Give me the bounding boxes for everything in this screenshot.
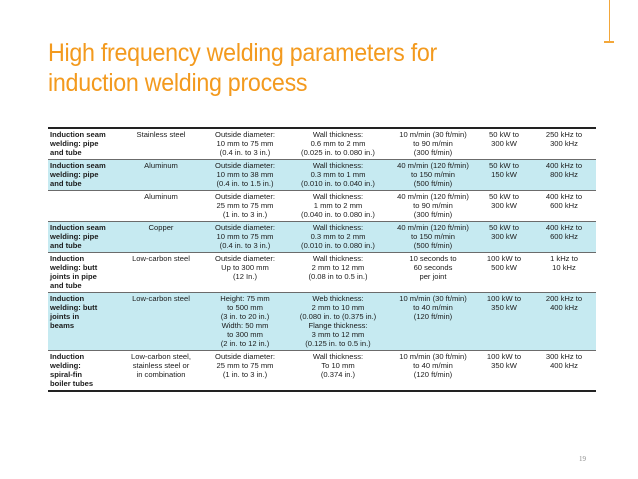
cell-dimension (204, 191, 286, 222)
cell-power (476, 191, 532, 222)
cell-line: (300 ft/min) (413, 148, 453, 157)
cell-thickness (286, 222, 390, 253)
cell-frequency (532, 293, 596, 351)
cell-frequency (532, 222, 596, 253)
cell-line: 200 kHz to (545, 294, 583, 303)
cell-line: 10 mm to 75 mm (216, 232, 274, 241)
cell-frequency (532, 253, 596, 293)
cell-power (476, 293, 532, 351)
cell-line: welding: (50, 361, 81, 370)
cell-line: (1 in. to 3 in.) (222, 370, 268, 379)
cell-line: 25 mm to 75 mm (216, 201, 274, 210)
table-row (48, 293, 596, 351)
cell-line: 350 kW (491, 303, 517, 312)
cell-line: Web thickness: (312, 294, 364, 303)
cell-dimension (204, 160, 286, 191)
cell-material (118, 191, 204, 222)
cell-thickness (286, 293, 390, 351)
cell-line: Induction (50, 254, 85, 263)
cell-line: 10 seconds to (409, 254, 457, 263)
table-row (48, 160, 596, 191)
cell-line: boiler tubes (50, 379, 94, 388)
cell-process (48, 160, 118, 191)
cell-speed (390, 351, 476, 392)
cell-line: 250 kHz to (545, 130, 583, 139)
cell-line: 1 kHz to (550, 254, 578, 263)
cell-power (476, 128, 532, 160)
cell-line: welding: butt (50, 303, 98, 312)
cell-line: (12 In.) (232, 272, 258, 281)
table-row (48, 191, 596, 222)
cell-line: (500 ft/min) (413, 241, 453, 250)
cell-line: Wall thickness: (312, 192, 364, 201)
cell-line: 1 mm to 2 mm (313, 201, 363, 210)
cell-line: Wall thickness: (312, 223, 364, 232)
cell-line: 400 kHz to (545, 223, 583, 232)
cell-line: 500 kW (491, 263, 517, 272)
cell-material (118, 253, 204, 293)
cell-line: and tube (50, 148, 82, 157)
cell-line: Aluminum (144, 161, 178, 170)
cell-line: (1 in. to 3 in.) (222, 210, 268, 219)
cell-line: Outside diameter: (215, 254, 275, 263)
cell-line: to 150 m/min (411, 170, 455, 179)
cell-line: 50 kW to (489, 192, 519, 201)
cell-line: Copper (148, 223, 174, 232)
cell-line: in combination (136, 370, 186, 379)
cell-line: 40 m/min (120 ft/min) (397, 192, 469, 201)
cell-line: beams (50, 321, 75, 330)
cell-line: stainless steel or (132, 361, 190, 370)
table-row (48, 128, 596, 160)
cell-line: 0.6 mm to 2 mm (310, 139, 366, 148)
cell-line: 60 seconds (413, 263, 453, 272)
cell-process (48, 253, 118, 293)
cell-line: To 10 mm (321, 361, 355, 370)
cell-line: Induction seam (50, 223, 106, 232)
cell-line: Outside diameter: (215, 161, 275, 170)
title-line-2: induction welding process (48, 69, 308, 97)
cell-power (476, 160, 532, 191)
cell-line: Low-carbon steel, (131, 352, 191, 361)
cell-line: 10 mm to 38 mm (216, 170, 274, 179)
cell-line: 2 mm to 12 mm (311, 263, 365, 272)
cell-line: 2 mm to 10 mm (311, 303, 365, 312)
cell-thickness (286, 128, 390, 160)
cell-line: 100 kW to (486, 352, 522, 361)
cell-speed (390, 293, 476, 351)
cell-line: 400 kHz (550, 303, 578, 312)
cell-line: joints in pipe (50, 272, 97, 281)
cell-frequency (532, 160, 596, 191)
cell-line: welding: pipe (50, 139, 99, 148)
cell-line: 300 kHz (550, 139, 578, 148)
cell-line: Outside diameter: (215, 352, 275, 361)
cell-line: 300 kW (491, 232, 517, 241)
cell-frequency (532, 128, 596, 160)
cell-line: 400 kHz (550, 361, 578, 370)
cell-line: (0.4 in. to 3 in.) (219, 241, 271, 250)
cell-line: Induction seam (50, 161, 106, 170)
cell-material (118, 160, 204, 191)
cell-line: 25 mm to 75 mm (216, 361, 274, 370)
cell-line: 10 kHz (552, 263, 576, 272)
cell-material (118, 222, 204, 253)
cell-line: (0.374 in.) (320, 370, 356, 379)
title-line-1: High frequency welding parameters for (48, 39, 438, 67)
cell-thickness (286, 253, 390, 293)
cell-line: Wall thickness: (312, 254, 364, 263)
cell-dimension (204, 253, 286, 293)
cell-line: to 40 m/min (413, 303, 453, 312)
cell-line: (2 in. to 12 in.) (220, 339, 270, 348)
cell-power (476, 222, 532, 253)
cell-line: Induction seam (50, 130, 106, 139)
cell-material (118, 351, 204, 392)
cell-line: Outside diameter: (215, 130, 275, 139)
cell-speed (390, 128, 476, 160)
cell-line: per joint (419, 272, 447, 281)
cell-line: (0.040 in. to 0.080 in.) (301, 210, 375, 219)
cell-line: (0.4 in. to 3 in.) (219, 148, 271, 157)
cell-line: 150 kW (491, 170, 517, 179)
cell-line: 350 kW (491, 361, 517, 370)
cell-line: 10 mm to 75 mm (216, 139, 274, 148)
cell-line: Outside diameter: (215, 192, 275, 201)
cell-line: Wall thickness: (312, 130, 364, 139)
cell-line: Up to 300 mm (221, 263, 269, 272)
cell-line: (0.080 in. to (0.375 in.) (299, 312, 377, 321)
cell-line: Height: 75 mm (220, 294, 270, 303)
cell-line: 10 m/min (30 ft/min) (399, 352, 467, 361)
table-body (48, 128, 596, 391)
cell-line: (0.010 in. to 0.080 in.) (301, 241, 375, 250)
cell-process (48, 222, 118, 253)
page-number: 19 (579, 455, 586, 463)
cell-line: 50 kW to (489, 130, 519, 139)
cell-line: 50 kW to (489, 161, 519, 170)
cell-line: (0.010 in. to 0.040 in.) (301, 179, 375, 188)
cell-line: Stainless steel (136, 130, 186, 139)
cell-line: 400 kHz to (545, 192, 583, 201)
cell-line: 0.3 mm to 1 mm (310, 170, 366, 179)
cell-line: 10 m/min (30 ft/min) (399, 294, 467, 303)
cell-dimension (204, 128, 286, 160)
cell-line: to 90 m/min (413, 201, 453, 210)
cell-line: to 500 mm (227, 303, 263, 312)
cell-thickness (286, 191, 390, 222)
cell-speed (390, 222, 476, 253)
accent-mark (604, 41, 614, 43)
cell-line: to 40 m/min (413, 361, 453, 370)
cell-line: welding: pipe (50, 232, 99, 241)
cell-line: Induction (50, 352, 85, 361)
slide-title (48, 38, 569, 98)
cell-thickness (286, 351, 390, 392)
cell-line: welding: pipe (50, 170, 99, 179)
cell-frequency (532, 351, 596, 392)
cell-thickness (286, 160, 390, 191)
table-row (48, 253, 596, 293)
cell-process (48, 293, 118, 351)
cell-dimension (204, 293, 286, 351)
cell-line: (0.125 in. to 0.5 in.) (305, 339, 371, 348)
cell-line: (0.025 in. to 0.080 in.) (301, 148, 375, 157)
cell-process (48, 351, 118, 392)
cell-line: (120 ft/min) (413, 312, 453, 321)
accent-line (609, 0, 610, 41)
table-row (48, 351, 596, 392)
cell-process (48, 191, 118, 222)
cell-line: (120 ft/min) (413, 370, 453, 379)
cell-speed (390, 253, 476, 293)
cell-line: 40 m/min (120 ft/min) (397, 161, 469, 170)
cell-line: Outside diameter: (215, 223, 275, 232)
cell-speed (390, 191, 476, 222)
cell-line: 40 m/min (120 ft/min) (397, 223, 469, 232)
cell-line: 300 kW (491, 201, 517, 210)
cell-line: 10 m/min (30 ft/min) (399, 130, 467, 139)
cell-line: 400 kHz to (545, 161, 583, 170)
cell-line: 0.3 mm to 2 mm (310, 232, 366, 241)
cell-line: to 300 mm (227, 330, 263, 339)
cell-line: 3 mm to 12 mm (311, 330, 365, 339)
cell-line: (500 ft/min) (413, 179, 453, 188)
table-row (48, 222, 596, 253)
cell-line: welding: butt (50, 263, 98, 272)
cell-line: (0.08 in to 0.5 in.) (308, 272, 368, 281)
cell-speed (390, 160, 476, 191)
cell-line: to 90 m/min (413, 139, 453, 148)
cell-line: (300 ft/min) (413, 210, 453, 219)
cell-line: Width: 50 mm (221, 321, 269, 330)
cell-line: Low-carbon steel (132, 254, 190, 263)
cell-material (118, 293, 204, 351)
cell-line: Wall thickness: (312, 352, 364, 361)
cell-line: and tube (50, 241, 82, 250)
cell-line: to 150 m/min (411, 232, 455, 241)
cell-line: 300 kHz to (545, 352, 583, 361)
cell-line: 600 kHz (550, 201, 578, 210)
welding-parameters-table (48, 127, 596, 392)
cell-line: 800 kHz (550, 170, 578, 179)
cell-line: Flange thickness: (308, 321, 368, 330)
cell-line: Wall thickness: (312, 161, 364, 170)
cell-power (476, 253, 532, 293)
cell-line: Aluminum (144, 192, 178, 201)
cell-line: 300 kW (491, 139, 517, 148)
cell-dimension (204, 351, 286, 392)
cell-line: 50 kW to (489, 223, 519, 232)
cell-frequency (532, 191, 596, 222)
cell-material (118, 128, 204, 160)
cell-line: and tube (50, 281, 82, 290)
cell-line: (3 in. to 20 in.) (220, 312, 270, 321)
cell-line: (0.4 in. to 1.5 in.) (216, 179, 274, 188)
cell-process (48, 128, 118, 160)
cell-line: 100 kW to (486, 294, 522, 303)
cell-line: and tube (50, 179, 82, 188)
cell-line: Low-carbon steel (132, 294, 190, 303)
cell-line: 100 kW to (486, 254, 522, 263)
cell-line: 600 kHz (550, 232, 578, 241)
cell-line: spiral-fin (50, 370, 83, 379)
cell-line: Induction (50, 294, 85, 303)
cell-line: joints in (50, 312, 80, 321)
cell-dimension (204, 222, 286, 253)
cell-power (476, 351, 532, 392)
